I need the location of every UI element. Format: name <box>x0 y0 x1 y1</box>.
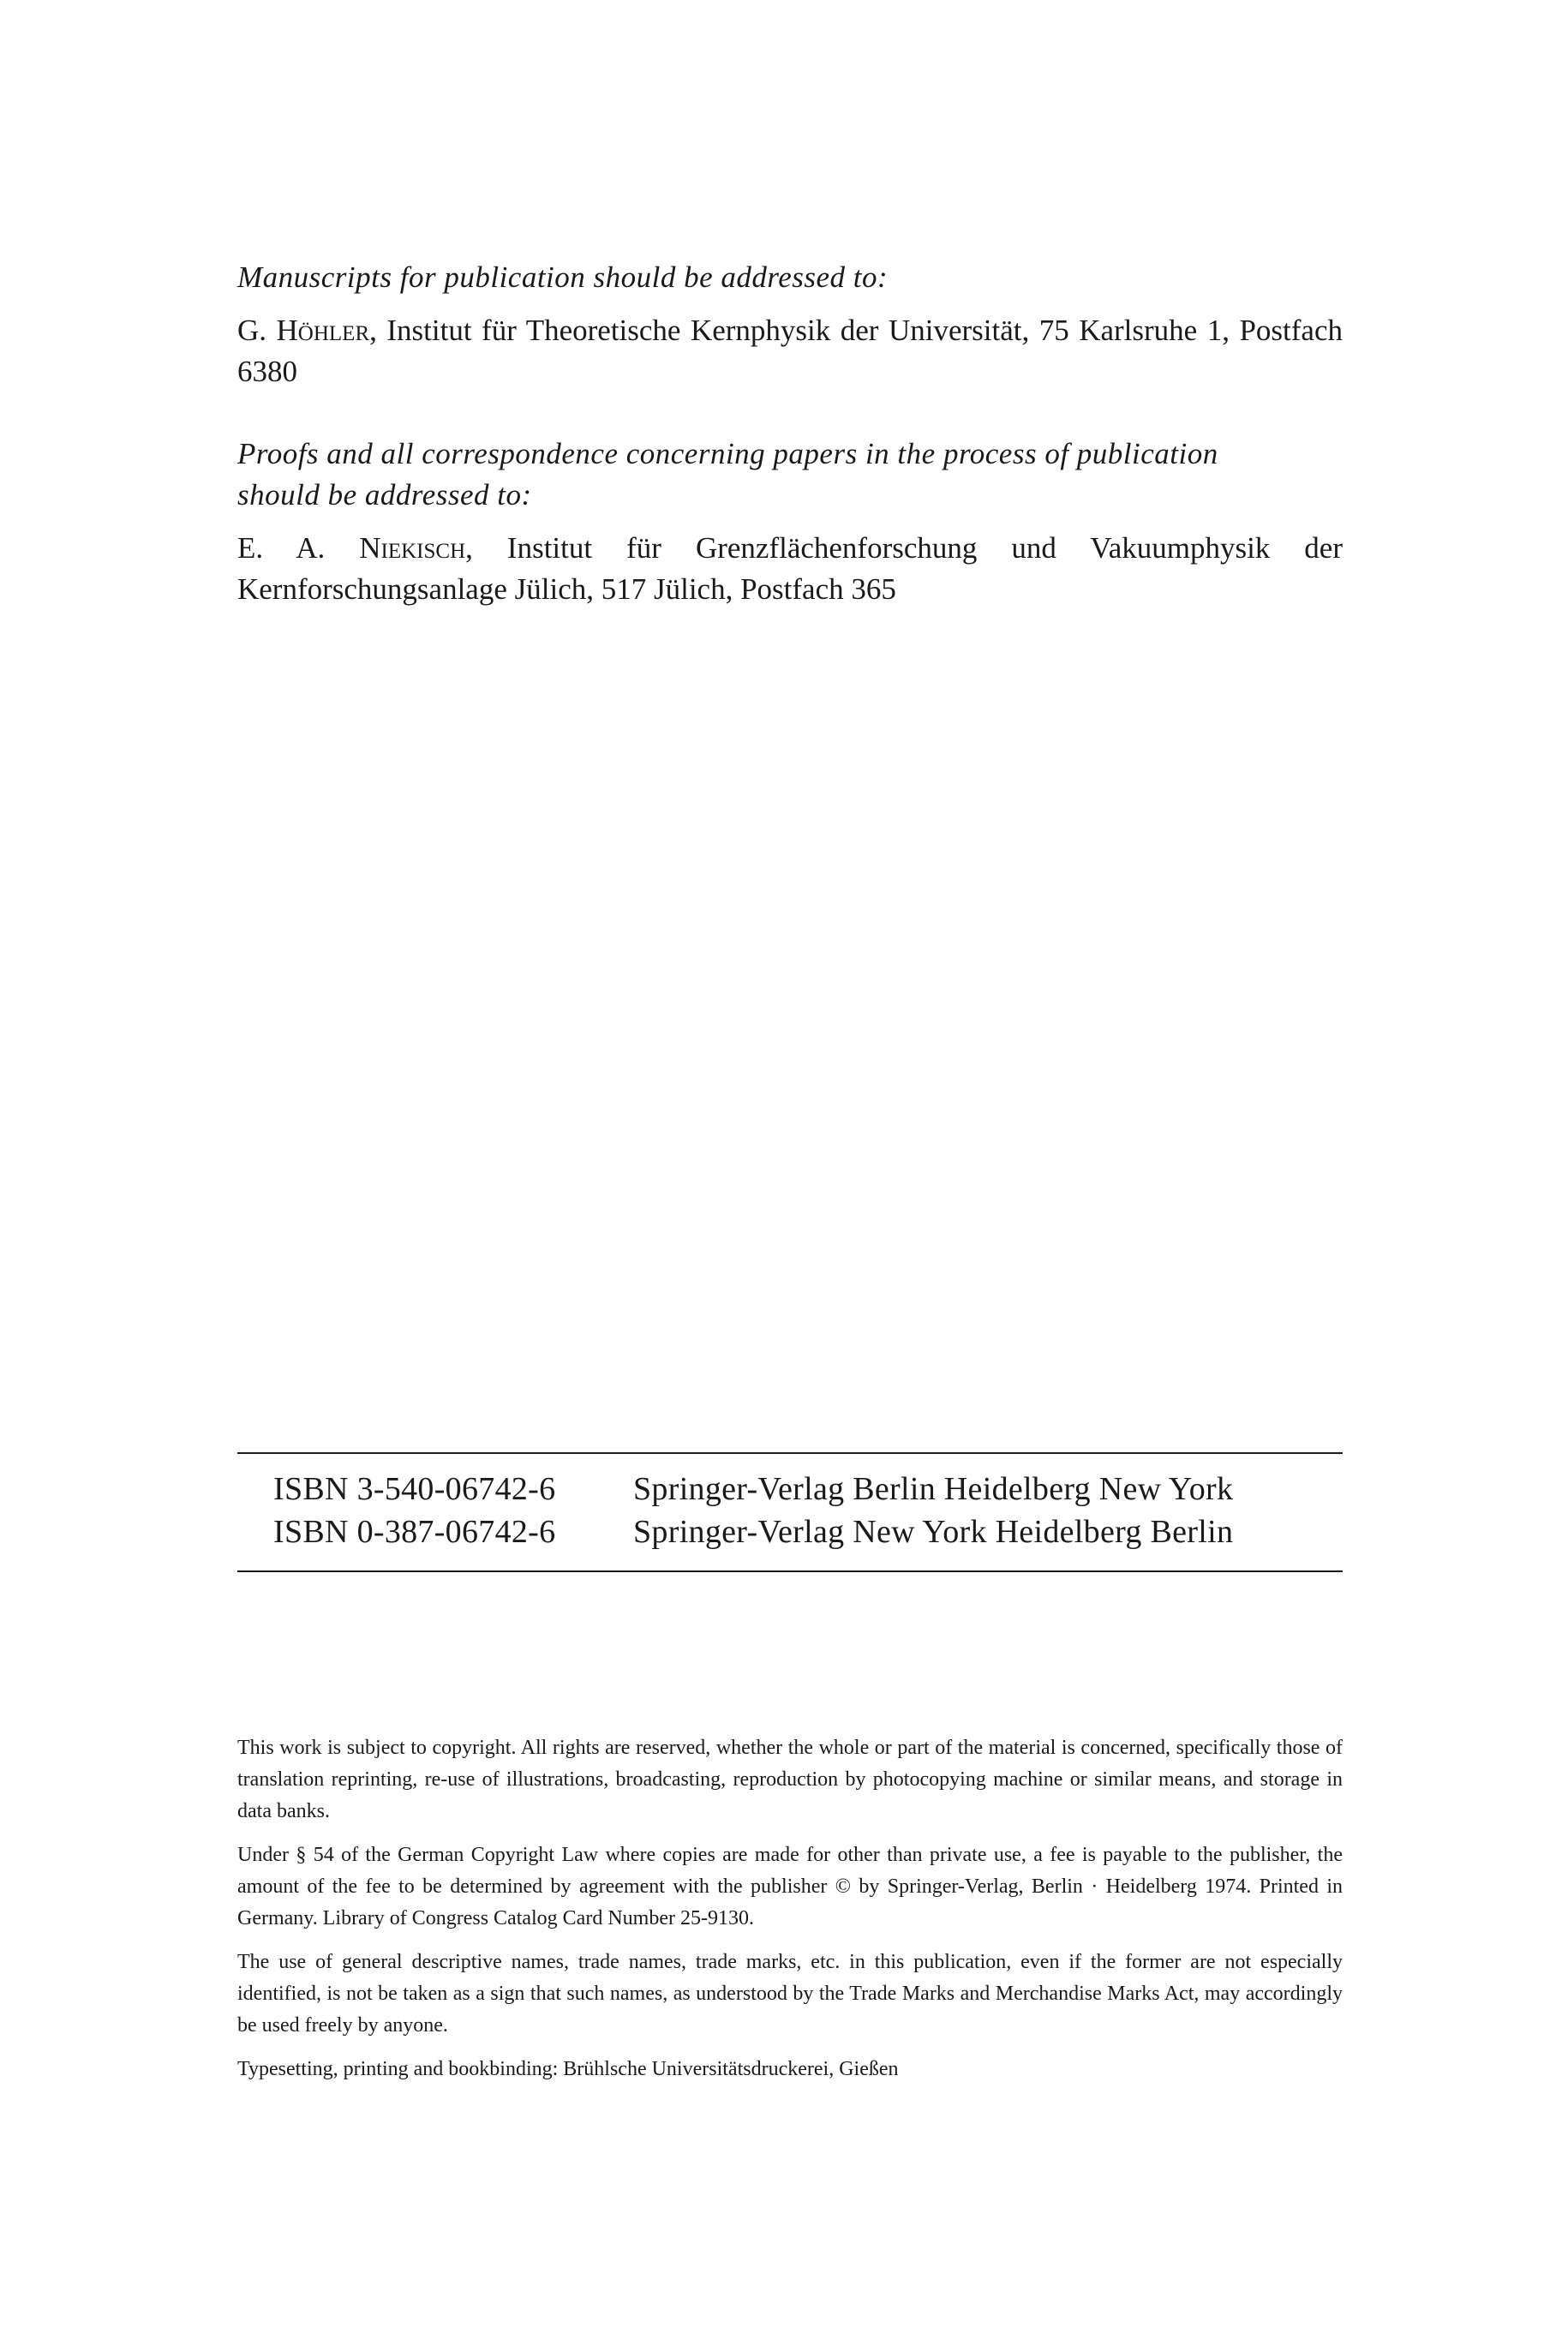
isbn-publisher: Springer-Verlag Berlin Heidelberg New York <box>633 1471 1234 1507</box>
editorial-addresses <box>237 257 1343 610</box>
manuscripts-address <box>237 310 1343 392</box>
isbn-block <box>237 1452 1343 1572</box>
proofs-address-text: , Institut für Grenzflächenforschung und Vakuumphysik der Kernforschungsanlage Jülich, 517 Jülich, Postfach 365 <box>237 531 1344 606</box>
proofs-heading-line2: should be addressed to: <box>237 478 532 511</box>
isbn-publisher: Springer-Verlag New York Heidelberg Berlin <box>633 1514 1234 1550</box>
manuscripts-editor-name: G. Höhler <box>237 314 370 347</box>
copyright-notice <box>237 1732 1343 2097</box>
manuscripts-heading: Manuscripts for publication should be addressed to: <box>237 260 889 294</box>
isbn-table <box>237 1454 1343 1570</box>
typesetting-credit: Typesetting, printing and bookbinding: Brühlsche Universitätsdruckerei, Gießen <box>237 2058 899 2080</box>
manuscripts-address-text: , Institut für Theoretische Kernphysik der Universität, 75 Karlsruhe 1, Postfach 6380 <box>237 314 1343 388</box>
copyright-paragraph: This work is subject to copyright. All rights are reserved, whether the whole or part of the material is concerned, specifically those of translation reprinting, re-use of illustrations, broadcasting, reproduction by photocopying machine or similar means, and storage in data banks. <box>237 1737 1343 1822</box>
isbn-row <box>273 1468 1343 1510</box>
isbn-number: ISBN 3-540-06742-6 <box>273 1471 556 1507</box>
proofs-address <box>237 528 1343 610</box>
proofs-heading-line1: Proofs and all correspondence concerning papers in the process of publication <box>237 437 1218 470</box>
copyright-law-paragraph: Under § 54 of the German Copyright Law where copies are made for other than private use, a fee is payable to the publisher, the amount of the fee to be determined by agreement with the publisher © by Springer-Verlag, Berlin · Heidelberg 1974. Printed in Germany. Library of Congress Catalog Card Number 25-9130. <box>237 1844 1343 1929</box>
isbn-row <box>273 1510 1343 1553</box>
isbn-number: ISBN 0-387-06742-6 <box>273 1514 556 1550</box>
isbn-bottom-rule <box>237 1570 1343 1572</box>
trademark-paragraph: The use of general descriptive names, trade names, trade marks, etc. in this publication, even if the former are not especially identified, is not be taken as a sign that such names, as understood by the Trade Marks and Merchandise Marks Act, may accordingly be used freely by anyone. <box>237 1951 1343 2037</box>
proofs-editor-name: E. A. Niekisch <box>237 531 466 565</box>
